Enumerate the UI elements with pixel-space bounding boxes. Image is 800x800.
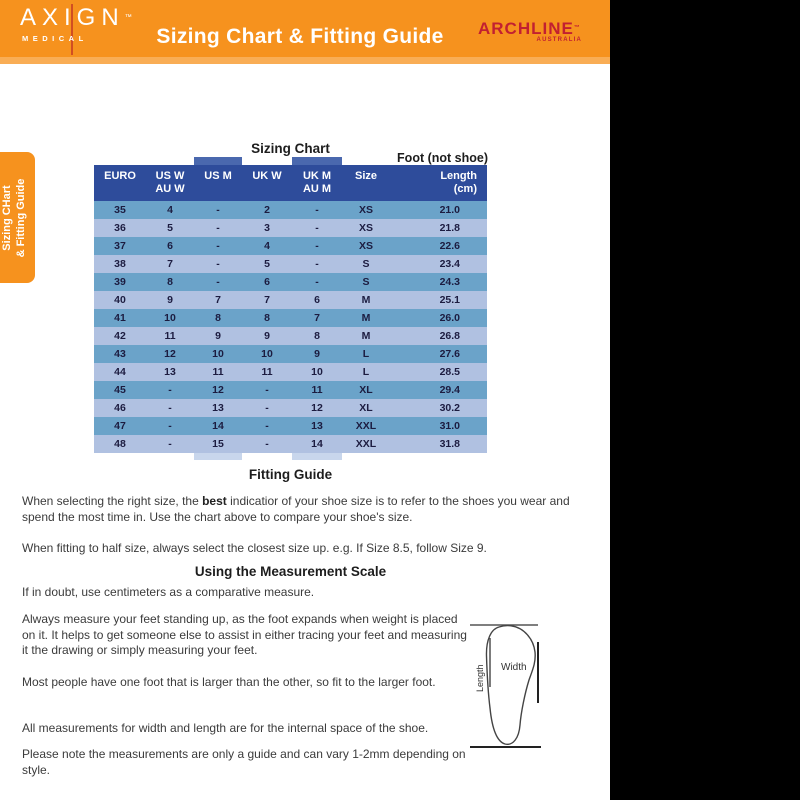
background-void [610,0,800,800]
table-cell: 4 [146,201,194,219]
table-row [94,219,487,237]
table-row [94,309,487,327]
table-row [94,201,487,219]
table-cell: 21.0 [390,201,487,219]
table-cell: M [342,327,390,345]
table-cell: - [242,399,292,417]
table-cell: 8 [146,273,194,291]
page-title: Sizing Chart & Fitting Guide [156,25,444,48]
sizing-table-header [94,165,487,201]
foot-measurement-diagram [455,612,570,757]
table-cell: - [194,255,242,273]
table-cell: 8 [194,309,242,327]
side-tab-label [0,148,36,288]
table-cell: - [146,381,194,399]
table-cell: XXL [342,417,390,435]
table-row [94,435,487,453]
table-cell: 23.4 [390,255,487,273]
table-cell: 7 [242,291,292,309]
table-cell: 12 [146,345,194,363]
table-cell: 11 [146,327,194,345]
side-tab-line2: & Fitting Guide [15,178,27,258]
table-cell: 9 [146,291,194,309]
column-band-usm-top [194,157,242,165]
table-cell: M [342,291,390,309]
column-header: US M [194,165,242,201]
trademark-icon: ™ [124,14,132,21]
table-cell: - [146,399,194,417]
table-cell: 15 [194,435,242,453]
measurement-scale-title: Using the Measurement Scale [194,564,387,579]
table-row [94,399,487,417]
table-row [94,291,487,309]
table-cell: 9 [242,327,292,345]
table-cell: 10 [292,363,342,381]
table-cell: 44 [94,363,146,381]
table-cell: XS [342,237,390,255]
table-cell: 14 [292,435,342,453]
foot-outline [486,626,535,745]
fitting-guide-title: Fitting Guide [248,467,333,482]
partner-subtitle: AUSTRALIA [536,37,582,43]
column-header: EURO [94,165,146,201]
table-cell: 43 [94,345,146,363]
table-cell: 38 [94,255,146,273]
table-cell: 5 [242,255,292,273]
table-cell: 13 [292,417,342,435]
table-cell: 6 [292,291,342,309]
table-cell: 22.6 [390,237,487,255]
table-cell: - [146,435,194,453]
column-band-ukm-bottom [292,452,342,460]
table-cell: 46 [94,399,146,417]
table-cell: 7 [146,255,194,273]
table-cell: 10 [242,345,292,363]
table-cell: 9 [194,327,242,345]
column-header: Length (cm) [390,165,487,201]
table-cell: 29.4 [390,381,487,399]
table-cell: XL [342,399,390,417]
table-cell: - [194,219,242,237]
table-cell: 28.5 [390,363,487,381]
sizing-table [94,165,487,453]
table-cell: 10 [194,345,242,363]
paragraph-text: indicatior of your shoe size is to refer to the shoes you wear and spend the most time in. Use the chart above to compare your shoe's size. [22,494,570,524]
table-cell: 14 [194,417,242,435]
table-cell: 48 [94,435,146,453]
table-cell: 24.3 [390,273,487,291]
trademark-icon: ™ [573,25,580,31]
table-cell: 26.8 [390,327,487,345]
table-cell: L [342,363,390,381]
table-cell: XS [342,201,390,219]
length-label: Length [475,664,485,692]
table-row [94,237,487,255]
table-cell: - [292,255,342,273]
column-band-usm-bottom [194,452,242,460]
table-cell: 37 [94,237,146,255]
measurement-paragraph-1: If in doubt, use centimeters as a comparative measure. [22,585,315,599]
table-cell: 36 [94,219,146,237]
table-cell: 31.8 [390,435,487,453]
table-cell: 13 [194,399,242,417]
measurement-paragraph-5: Please note the measurements are only a guide and can vary 1-2mm depending on style. [22,747,466,777]
paragraph-text: When selecting the right size, the [22,494,203,508]
table-cell: 4 [242,237,292,255]
table-row [94,255,487,273]
table-cell: 25.1 [390,291,487,309]
table-cell: - [194,273,242,291]
brand-name-text: AXIGN [20,4,125,31]
table-row [94,417,487,435]
column-header: UK M AU M [292,165,342,201]
table-cell: XL [342,381,390,399]
column-header: UK W [242,165,292,201]
table-cell: - [242,435,292,453]
paragraph-bold-text: best [202,494,227,508]
table-cell: 9 [292,345,342,363]
fitting-guide-paragraph-1 [22,494,578,525]
table-cell: 10 [146,309,194,327]
table-row [94,381,487,399]
table-cell: - [292,201,342,219]
table-cell: 39 [94,273,146,291]
partner-name-text: ARCHLINE [478,19,574,38]
side-tab-line1: Sizing CHart [1,185,13,251]
table-cell: 31.0 [390,417,487,435]
table-cell: - [146,417,194,435]
table-row [94,327,487,345]
table-cell: 26.0 [390,309,487,327]
table-cell: 41 [94,309,146,327]
table-cell: 11 [242,363,292,381]
brand-name [20,5,140,31]
foot-not-shoe-note: Foot (not shoe) [397,151,488,165]
table-cell: 42 [94,327,146,345]
table-cell: - [292,219,342,237]
sizing-table-body [94,201,487,453]
table-row [94,363,487,381]
table-cell: 45 [94,381,146,399]
table-cell: 12 [292,399,342,417]
column-band-ukm-top [292,157,342,165]
measurement-paragraph-3: Most people have one foot that is larger than the other, so fit to the larger foot. [22,675,436,689]
table-cell: - [242,417,292,435]
fitting-guide-paragraph-2: When fitting to half size, always select the closest size up. e.g. If Size 8.5, follow Size 9. [22,541,487,555]
table-cell: - [292,237,342,255]
table-cell: 5 [146,219,194,237]
partner-name [478,20,596,37]
table-cell: 6 [146,237,194,255]
table-cell: 11 [292,381,342,399]
table-cell: S [342,255,390,273]
table-cell: - [194,201,242,219]
table-cell: 47 [94,417,146,435]
sizing-chart-title: Sizing Chart [251,141,330,156]
table-row [94,273,487,291]
table-cell: 11 [194,363,242,381]
table-cell: 40 [94,291,146,309]
column-header: Size [342,165,390,201]
column-header: US W AU W [146,165,194,201]
brand-subtitle: MEDICAL [22,34,88,43]
table-cell: 8 [242,309,292,327]
table-cell: L [342,345,390,363]
table-cell: 35 [94,201,146,219]
table-cell: XS [342,219,390,237]
table-cell: M [342,309,390,327]
axign-logo [20,5,140,55]
table-cell: 21.8 [390,219,487,237]
table-cell: 2 [242,201,292,219]
table-cell: - [194,237,242,255]
table-cell: S [342,273,390,291]
table-cell: 13 [146,363,194,381]
table-cell: 7 [194,291,242,309]
table-cell: 3 [242,219,292,237]
measurement-paragraph-2: Always measure your feet standing up, as the foot expands when weight is placed on it. It helps to get someone else to assist in either tracing your feet and measuring it the drawing or simply measuring your feet. [22,612,467,657]
width-label: Width [501,662,527,673]
header-accent-strip [0,57,610,64]
table-cell: XXL [342,435,390,453]
table-cell: 30.2 [390,399,487,417]
table-cell: 27.6 [390,345,487,363]
measurement-paragraph-4: All measurements for width and length are for the internal space of the shoe. [22,721,429,735]
table-row [94,345,487,363]
table-cell: - [292,273,342,291]
table-cell: 7 [292,309,342,327]
table-cell: 6 [242,273,292,291]
table-cell: - [242,381,292,399]
archline-logo [478,20,596,43]
table-cell: 8 [292,327,342,345]
table-cell: 12 [194,381,242,399]
